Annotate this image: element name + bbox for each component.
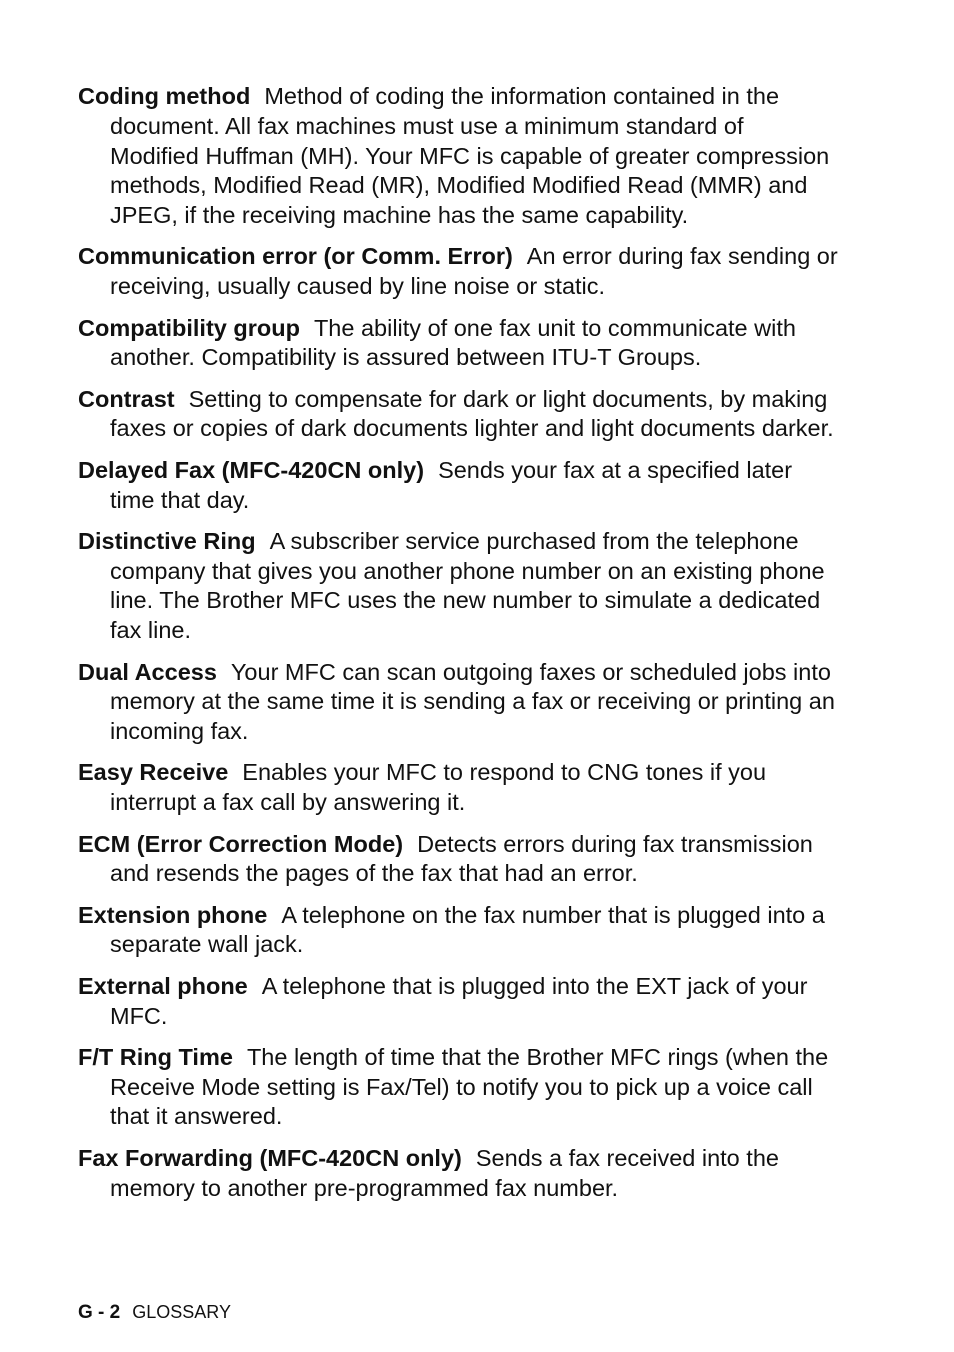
glossary-definition: A subscriber service purchased from the telephone company that gives you another phone number on an existing phone line. The Brother MFC uses the new number to simulate a dedicated fax line. [110, 527, 825, 644]
glossary-term: Contrast [78, 385, 175, 412]
glossary-term: Dual Access [78, 658, 217, 685]
glossary-entry-easy-receive [78, 758, 838, 818]
glossary-definition: Sends your fax at a specified later time that day. [110, 456, 793, 513]
glossary-entry-coding-method [78, 82, 838, 231]
glossary-entry-fax-forwarding [78, 1144, 838, 1204]
glossary-definition: Method of coding the information contained in the document. All fax machines must use a minimum standard of Modified Huffman (MH). Your MFC is capable of greater compression methods, Modified Read (MR), Modified Modified Read (MMR) and JPEG, if the receiving machine has the same capability. [110, 83, 830, 229]
glossary-definition: An error during fax sending or receiving, usually caused by line noise or static. [110, 243, 838, 300]
glossary-term: F/T Ring Time [78, 1043, 233, 1070]
page-footer [78, 1300, 231, 1325]
glossary-definition: Setting to compensate for dark or light documents, by making faxes or copies of dark documents lighter and light documents darker. [110, 385, 834, 442]
glossary-definition: A telephone that is plugged into the EXT jack of your MFC. [110, 972, 808, 1029]
glossary-definition: The ability of one fax unit to communicate with another. Compatibility is assured between ITU-T Groups. [110, 314, 796, 371]
glossary-definition: Sends a fax received into the memory to another pre-programmed fax number. [110, 1144, 779, 1201]
glossary-term: Easy Receive [78, 759, 229, 786]
glossary-definition: A telephone on the fax number that is plugged into a separate wall jack. [110, 901, 825, 958]
glossary-term: External phone [78, 972, 248, 999]
glossary-term: Communication error (or Comm. Error) [78, 243, 513, 270]
glossary-entry-contrast [78, 385, 838, 445]
glossary-term: Distinctive Ring [78, 527, 256, 554]
glossary-entry-external-phone [78, 972, 838, 1032]
glossary-entry-ft-ring-time [78, 1043, 838, 1132]
glossary-list [78, 82, 838, 1215]
glossary-entry-extension-phone [78, 901, 838, 961]
glossary-entry-dual-access [78, 658, 838, 747]
glossary-definition: Enables your MFC to respond to CNG tones if you interrupt a fax call by answering it. [110, 759, 767, 816]
glossary-term: Extension phone [78, 901, 268, 928]
glossary-definition: Detects errors during fax transmission and resends the pages of the fax that had an error. [110, 830, 813, 887]
glossary-term: Compatibility group [78, 314, 300, 341]
glossary-term: Delayed Fax (MFC-420CN only) [78, 456, 425, 483]
glossary-entry-compatibility-group [78, 314, 838, 374]
glossary-term: ECM (Error Correction Mode) [78, 830, 404, 857]
section-title: GLOSSARY [132, 1302, 231, 1322]
page-number: G - 2 [78, 1302, 121, 1323]
glossary-entry-ecm [78, 830, 838, 890]
glossary-definition: Your MFC can scan outgoing faxes or scheduled jobs into memory at the same time it is sending a fax or receiving or printing an incoming fax. [110, 658, 835, 745]
glossary-entry-distinctive-ring [78, 527, 838, 646]
glossary-term: Coding method [78, 83, 251, 109]
glossary-definition: The length of time that the Brother MFC rings (when the Receive Mode setting is Fax/Tel) to notify you to pick up a voice call that it answered. [110, 1043, 829, 1130]
glossary-entry-communication-error [78, 242, 838, 302]
glossary-term: Fax Forwarding (MFC-420CN only) [78, 1144, 462, 1171]
glossary-entry-delayed-fax [78, 456, 838, 516]
